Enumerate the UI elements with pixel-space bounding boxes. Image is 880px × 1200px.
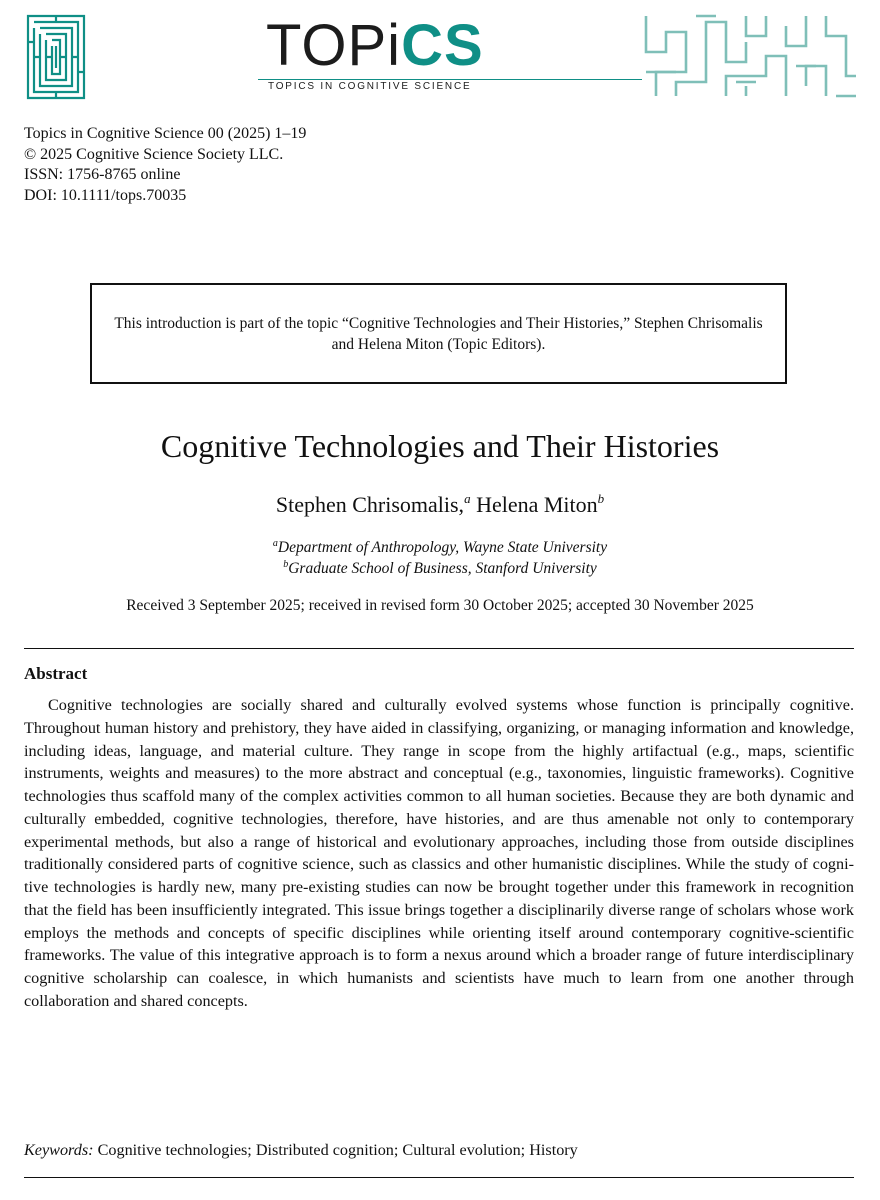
maze-ornament-icon <box>642 12 860 100</box>
journal-citation: Topics in Cognitive Science 00 (2025) 1–19 <box>24 125 307 142</box>
affiliation <box>0 537 880 558</box>
abstract-text: Cognitive technologies are socially shared and culturally evolved systems whose function is principally cognitive. Throughout human history and prehistory, they have aided in classifying, organizing, or managing information and knowledge, including ideas, language, and material culture. They range in scope from the highly artifactual (e.g., maps, scientific instruments, weights and measures) to the more abstract and conceptual (e.g., taxonomies, linguistic frameworks). Cognitive technologies thus scaffold many of the complex activities common to all human societies. Because they are both dynamic and culturally embedded, cognitive technologies, therefore, have histories, and are thus amenable not only to contemporary experimental methods, but also a range of historical and evolutionary approaches, including those from outside disciplines traditionally considered parts of cognitive science, such as classics and other humanistic disciplines. While the study of cognitive technologies is hardly new, many pre-existing studies can now be brought together under this framework in recognition that the field has been insufficiently integrated. This issue brings together a disciplinarily diverse range of scholars whose work employs the methods and concepts of specific disciplines while orienting itself around contemporary cognitive-scientific frameworks. The value of this integrative approach is to form a nexus around which a broader range of future interdisciplinary cognitive scholarship can coalesce, in which humanists and scientists have much to learn from one another through collaboration and shared concepts. <box>24 696 854 1010</box>
topic-note-box <box>90 283 787 384</box>
journal-info <box>24 124 306 206</box>
affiliation-mark: b <box>283 559 289 570</box>
journal-logo <box>266 14 484 78</box>
logo-wordmark-teal: CS <box>401 13 484 78</box>
logo-underline <box>258 79 642 80</box>
author-list <box>0 491 880 519</box>
affiliation <box>0 558 880 579</box>
logo-subtitle: TOPICS IN COGNITIVE SCIENCE <box>268 81 472 92</box>
topic-note: This introduction is part of the topic “Cognitive Technologies and Their Histories,” Stephen Chrisomalis and Helena Miton (Topic Editors). <box>114 314 763 353</box>
keywords-text: Cognitive technologies; Distributed cognition; Cultural evolution; History <box>97 1141 578 1159</box>
article-dates: Received 3 September 2025; received in revised form 30 October 2025; accepted 30 November 2025 <box>126 597 754 614</box>
affiliation-mark: a <box>272 538 278 549</box>
keywords-label: Keywords: <box>24 1141 94 1159</box>
affiliation-text: Graduate School of Business, Stanford University <box>288 560 597 577</box>
article-title: Cognitive Technologies and Their Histories <box>160 428 720 464</box>
journal-copyright: © 2025 Cognitive Science Society LLC. <box>24 145 284 163</box>
author-name: Helena Miton <box>476 492 598 517</box>
author-affiliation-mark: a <box>464 491 471 506</box>
author-affiliation-mark: b <box>597 491 605 506</box>
maze-ornament-icon <box>24 12 88 102</box>
divider <box>24 1177 854 1178</box>
divider <box>24 648 854 649</box>
journal-issn: ISSN: 1756-8765 online <box>24 166 181 183</box>
affiliation-text: Department of Anthropology, Wayne State University <box>277 539 608 556</box>
journal-header <box>0 0 880 110</box>
journal-doi: DOI: 10.1111/tops.70035 <box>24 186 187 204</box>
author-name: Stephen Chrisomalis, <box>275 492 465 517</box>
affiliation-list <box>0 537 880 579</box>
keywords <box>24 1139 578 1161</box>
logo-wordmark-dark: TOPi <box>266 13 402 78</box>
abstract-heading: Abstract <box>24 664 88 683</box>
